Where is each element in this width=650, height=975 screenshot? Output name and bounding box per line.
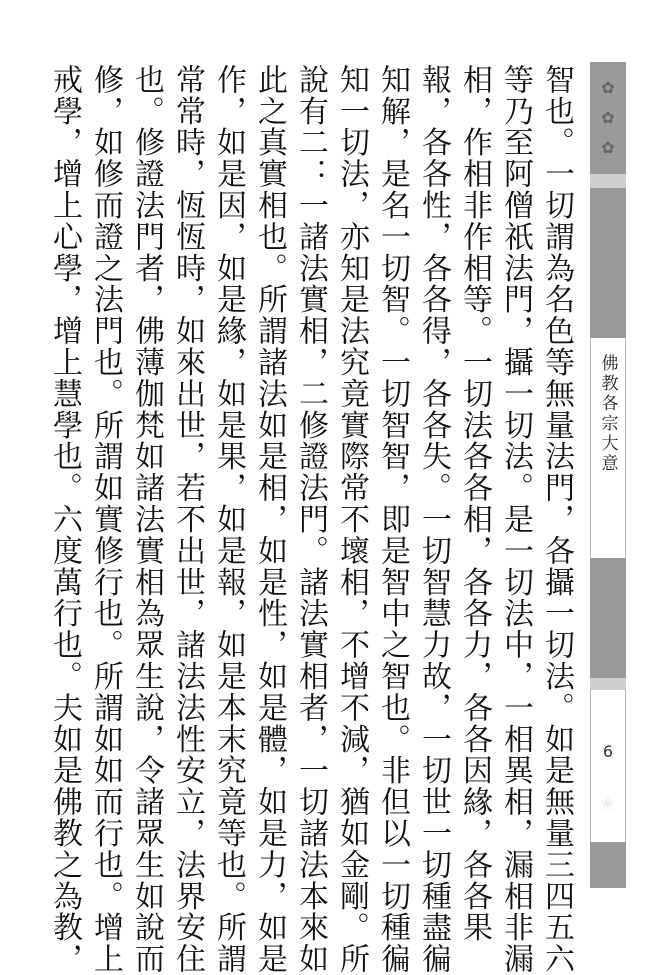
text-column-5: 知解，是名一切智。一切智智，即是智中之智也。非但以一切種徧 bbox=[375, 64, 410, 975]
body-text bbox=[36, 64, 576, 975]
page-number: 6 bbox=[602, 742, 614, 761]
text-column-8: 此之真實相也。所謂諸法如是相，如是性，如是體，如是力，如是 bbox=[252, 64, 287, 975]
text-column-10: 常常時，恆恆時，如來出世，若不出世，諸法法性安立，法界安住 bbox=[170, 64, 205, 975]
side-tab bbox=[590, 62, 626, 824]
text-column-9: 作，如是因，如是緣，如是果，如是報，如是本末究竟等也。所謂 bbox=[211, 64, 246, 975]
section-title-box bbox=[590, 338, 626, 558]
band-light bbox=[590, 174, 626, 188]
text-column-1: 智也。一切謂為名色等無量法門，各攝一切法。如是無量三四五六 bbox=[539, 64, 574, 975]
text-column-12: 修，如修而證之法門也。所謂如實修行也。所謂如如而行也。增上 bbox=[88, 64, 123, 975]
section-title: 佛教各宗大意 bbox=[597, 354, 618, 474]
flower-ornament-icon: ✿ bbox=[601, 137, 615, 157]
band-dark bbox=[590, 558, 626, 678]
text-column-6: 知一切法，亦知是法究竟實際常不壞相，不增不減，猶如金剛。所 bbox=[334, 64, 369, 975]
text-column-11: 也。修證法門者，佛薄伽梵如諸法實相為眾生說，令諸眾生如說而 bbox=[129, 64, 164, 975]
flower-ornament-icon: ✿ bbox=[601, 77, 615, 97]
band-light bbox=[590, 678, 626, 690]
page-number-box bbox=[590, 690, 626, 842]
bottom-ornament-band bbox=[590, 842, 626, 888]
text-column-2: 等乃至阿僧祇法門，攝一切法。是一切法中，一相異相，漏相非漏 bbox=[498, 64, 533, 975]
text-column-13: 戒學，增上心學，增上慧學也。六度萬行也。夫如是佛教之為教， bbox=[47, 64, 82, 975]
band-dark bbox=[590, 188, 626, 338]
lotus-ornament-icon: ❀ bbox=[601, 793, 615, 813]
flower-ornament-icon: ✿ bbox=[601, 107, 615, 127]
text-column-7: 說有二：一諸法實相，二修證法門。諸法實相者，一切諸法本來如 bbox=[293, 64, 328, 975]
text-column-4: 報，各各性，各各得，各各失。一切智慧力故，一切世一切種盡徧 bbox=[416, 64, 451, 975]
text-column-3: 相，作相非作相等。一切法各各相，各各力，各各因緣，各各果 bbox=[457, 64, 492, 944]
